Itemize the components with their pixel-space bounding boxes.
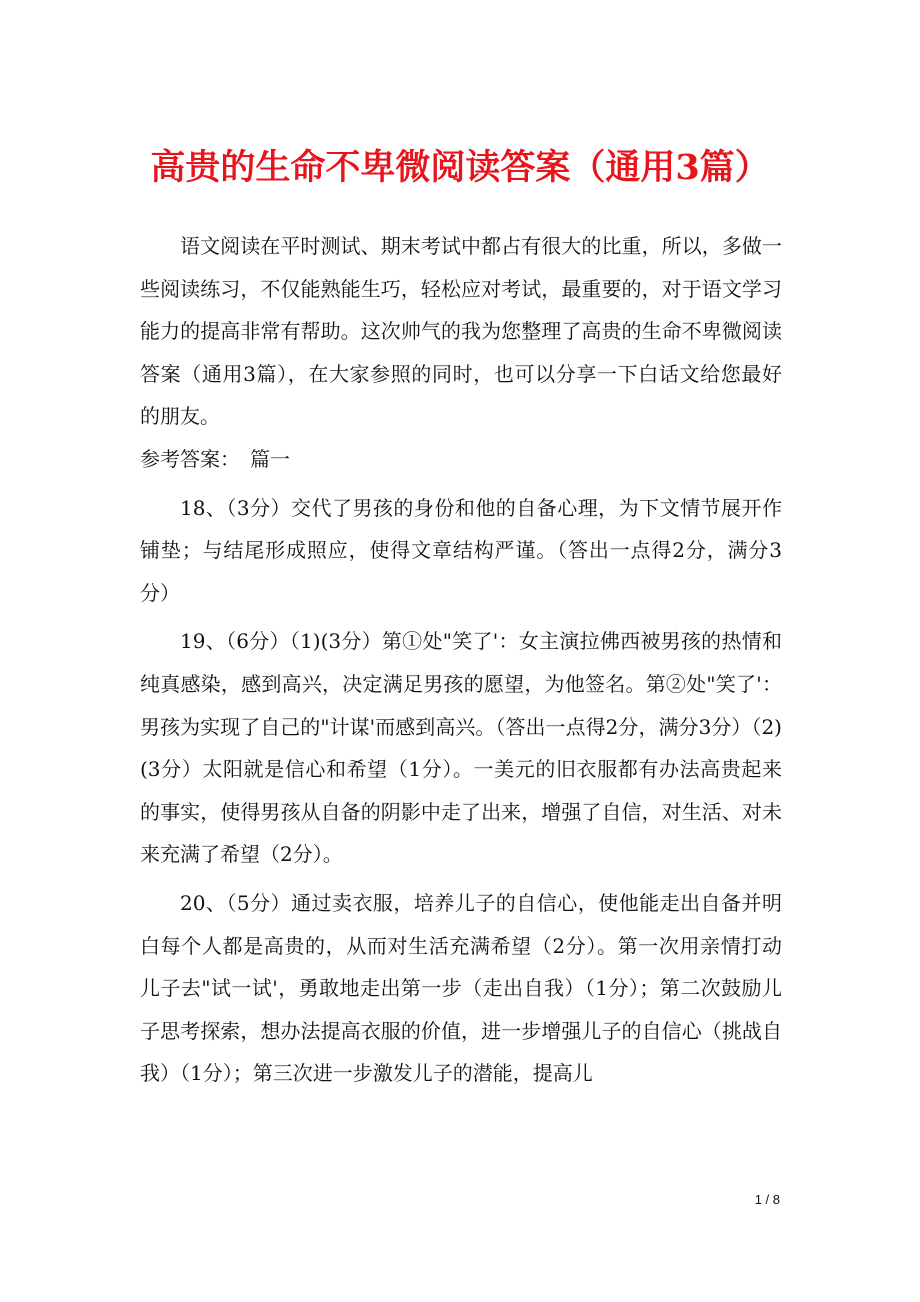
intro-paragraph: 语文阅读在平时测试、期末考试中都占有很大的比重，所以，多做一些阅读练习，不仅能熟能生巧，轻松应对考试，最重要的，对于语文学习能力的提高非常有帮助。这次帅气的我为您整理了高贵的生命不卑微阅读答案（通用3篇），在大家参照的同时，也可以分享一下白话文给您最好的朋友。 — [140, 234, 782, 429]
document-body — [140, 225, 782, 1095]
page-number: 1 / 8 — [754, 1192, 780, 1207]
document-title: 高贵的生命不卑微阅读答案（通用3篇） — [150, 147, 770, 188]
answer-paragraph-18: 18、（3分）交代了男孩的身份和他的自备心理，为下文情节展开作铺垫；与结尾形成照应，使得文章结构严谨。（答出一点得2分，满分3分） — [140, 495, 782, 605]
answer-paragraph-20: 20、（5分）通过卖衣服，培养儿子的自信心，使他能走出自备并明白每个人都是高贵的，从而对生活充满希望（2分）。第一次用亲情打动儿子去"试一试'，勇敢地走出第一步（走出自我）（1分）；第二次鼓励儿子思考探索，想办法提高衣服的价值，进一步增强儿子的自信心（挑战自我）（1分）；第三次进一步激发儿子的潜能，提高儿 — [140, 890, 782, 1086]
answer-paragraph-19: 19、（6分）（1)(3分）第①处"笑了'：女主演拉佛西被男孩的热情和纯真感染，感到高兴，决定满足男孩的愿望，为他签名。第②处"笑了'：男孩为实现了自己的"计谋'而感到高兴。（答出一点得2分，满分3分）（2)(3分）太阳就是信心和希望（1分）。一美元的旧衣服都有办法高贵起来的事实，使得男孩从自备的阴影中走了出来，增强了自信，对生活、对未来充满了希望（2分）。 — [140, 629, 782, 867]
answer-label: 参考答案： 篇一 — [140, 446, 290, 471]
